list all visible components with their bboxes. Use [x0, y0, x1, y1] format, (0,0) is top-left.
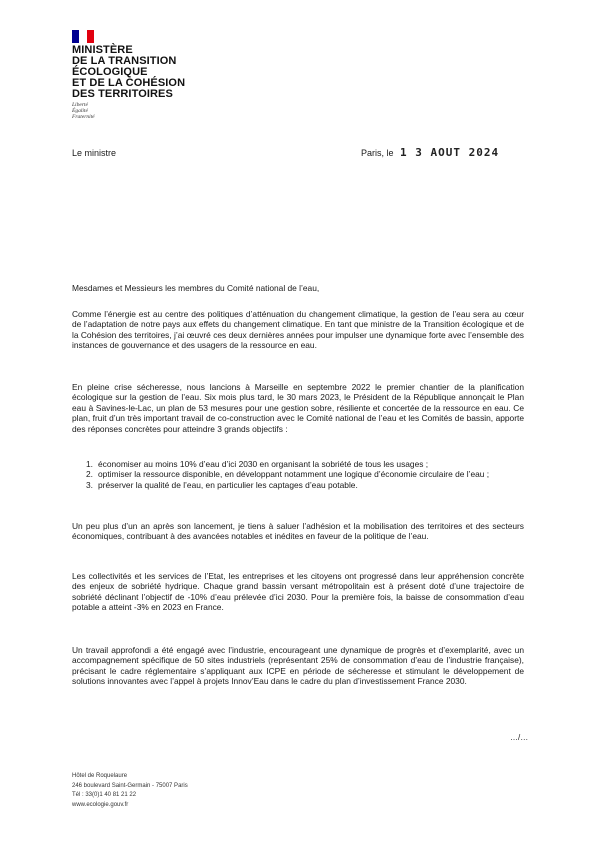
- footer-address: [72, 772, 188, 810]
- paragraph-4: Les collectivités et les services de l’Etat, les entreprises et les citoyens ont progressé dans leur appréhension concrète des enjeux de sobriété hydrique. Chaque grand bassin versant métropolitain est à présent doté d’une trajectoire de sobriété déclinant l’objectif de -10% d’eau prélevée d’ici 2030. Pour la première fois, la baisse de consommation d’eau potable a atteint -3% en 2023 en France.: [72, 571, 524, 613]
- flag-blue-band: [72, 30, 79, 43]
- list-item-number: 2.: [86, 469, 93, 480]
- ministry-name: [72, 45, 232, 100]
- ministry-name-line: MINISTÈRE: [72, 44, 133, 56]
- place-date: [361, 146, 499, 159]
- place-label: Paris, le: [361, 148, 394, 158]
- marianne-flag-icon: [72, 30, 94, 43]
- motto-line: Liberté: [72, 102, 88, 108]
- sender-title: Le ministre: [72, 148, 117, 158]
- flag-red-band: [87, 30, 94, 43]
- paragraph-2: En pleine crise sécheresse, nous lancions à Marseille en septembre 2022 le premier chantier de la planification écologique sur la gestion de l’eau. Six mois plus tard, le 30 mars 2023, le Président de la République annonçait le Plan eau à Savines-le-Lac, un plan de 53 mesures pour une gestion sobre, résiliente et concertée de la ressource en eau. Ce plan, fruit d’un très important travail de co-construction avec le Comité national de l’eau et les Comités de bassin, apporte des réponses concrètes pour atteindre 3 grands objectifs :: [72, 382, 524, 434]
- paragraph-1: Comme l’énergie est au centre des politiques d’atténuation du changement climatique, la gestion de l’eau sera au cœur de l’adaptation de notre pays aux effets du changement climatique. En tant que ministre de la Transition écologique et de la Cohésion des territoires, j’ai œuvré ces deux dernières années pour impulser une dynamique forte avec l’ensemble des instances de gouvernance et des usagers de la ressource en eau.: [72, 309, 524, 351]
- list-item-number: 1.: [86, 459, 93, 469]
- objectives-list: [72, 459, 524, 490]
- ministry-name-line: DES TERRITOIRES: [72, 88, 173, 100]
- paragraph-3: Un peu plus d’un an après son lancement, je tiens à saluer l’adhésion et la mobilisation des territoires et des secteurs économiques, contribuant à des avancées notables et inédites en faveur de la politique de l’eau.: [72, 521, 524, 542]
- footer-line: Tél : 33(0)1 40 81 21 22: [72, 792, 137, 798]
- republic-motto: [72, 102, 95, 120]
- continued-mark: …/…: [510, 733, 529, 742]
- list-item: [72, 469, 524, 479]
- list-item: [72, 480, 524, 490]
- list-item-number: 3.: [86, 479, 93, 490]
- salutation: Mesdames et Messieurs les membres du Comité national de l’eau,: [72, 283, 320, 293]
- footer-line: Hôtel de Roquelaure: [72, 773, 128, 779]
- footer-line: 246 boulevard Saint-Germain - 75007 Paris: [72, 782, 188, 789]
- paragraph-5: Un travail approfondi a été engagé avec l’industrie, encourageant une dynamique de progrès et d’exemplarité, avec un accompagnement spécifique de 50 sites industriels (représentant 25% de consommation d’eau de l’industrie française), précisant le cadre réglementaire s’appliquant aux ICPE en période de sécheresse et stimulant le développement de solutions innovantes avec l’appel à projets Innov’Eau dans le cadre du plan d’investissement France 2030.: [72, 645, 524, 687]
- list-item: [72, 459, 524, 469]
- date-stamp: 1 3 AOUT 2024: [400, 146, 500, 159]
- ministry-name-line: ÉCOLOGIQUE: [72, 66, 148, 78]
- ministry-name-line: ET DE LA COHÉSION: [72, 77, 186, 89]
- footer-line: www.ecologie.gouv.fr: [72, 801, 129, 808]
- list-item-text: optimiser la ressource disponible, en développant notamment une logique d’économie circulaire de l’eau ;: [98, 469, 490, 480]
- flag-white-band: [79, 30, 86, 43]
- list-item-text: préserver la qualité de l’eau, en particulier les captages d’eau potable.: [98, 479, 358, 490]
- motto-line: Égalité: [72, 108, 88, 114]
- motto-line: Fraternité: [72, 114, 95, 120]
- list-item-text: économiser au moins 10% d’eau d’ici 2030 en organisant la sobriété de tous les usages ;: [98, 459, 429, 469]
- ministry-name-line: DE LA TRANSITION: [72, 55, 177, 67]
